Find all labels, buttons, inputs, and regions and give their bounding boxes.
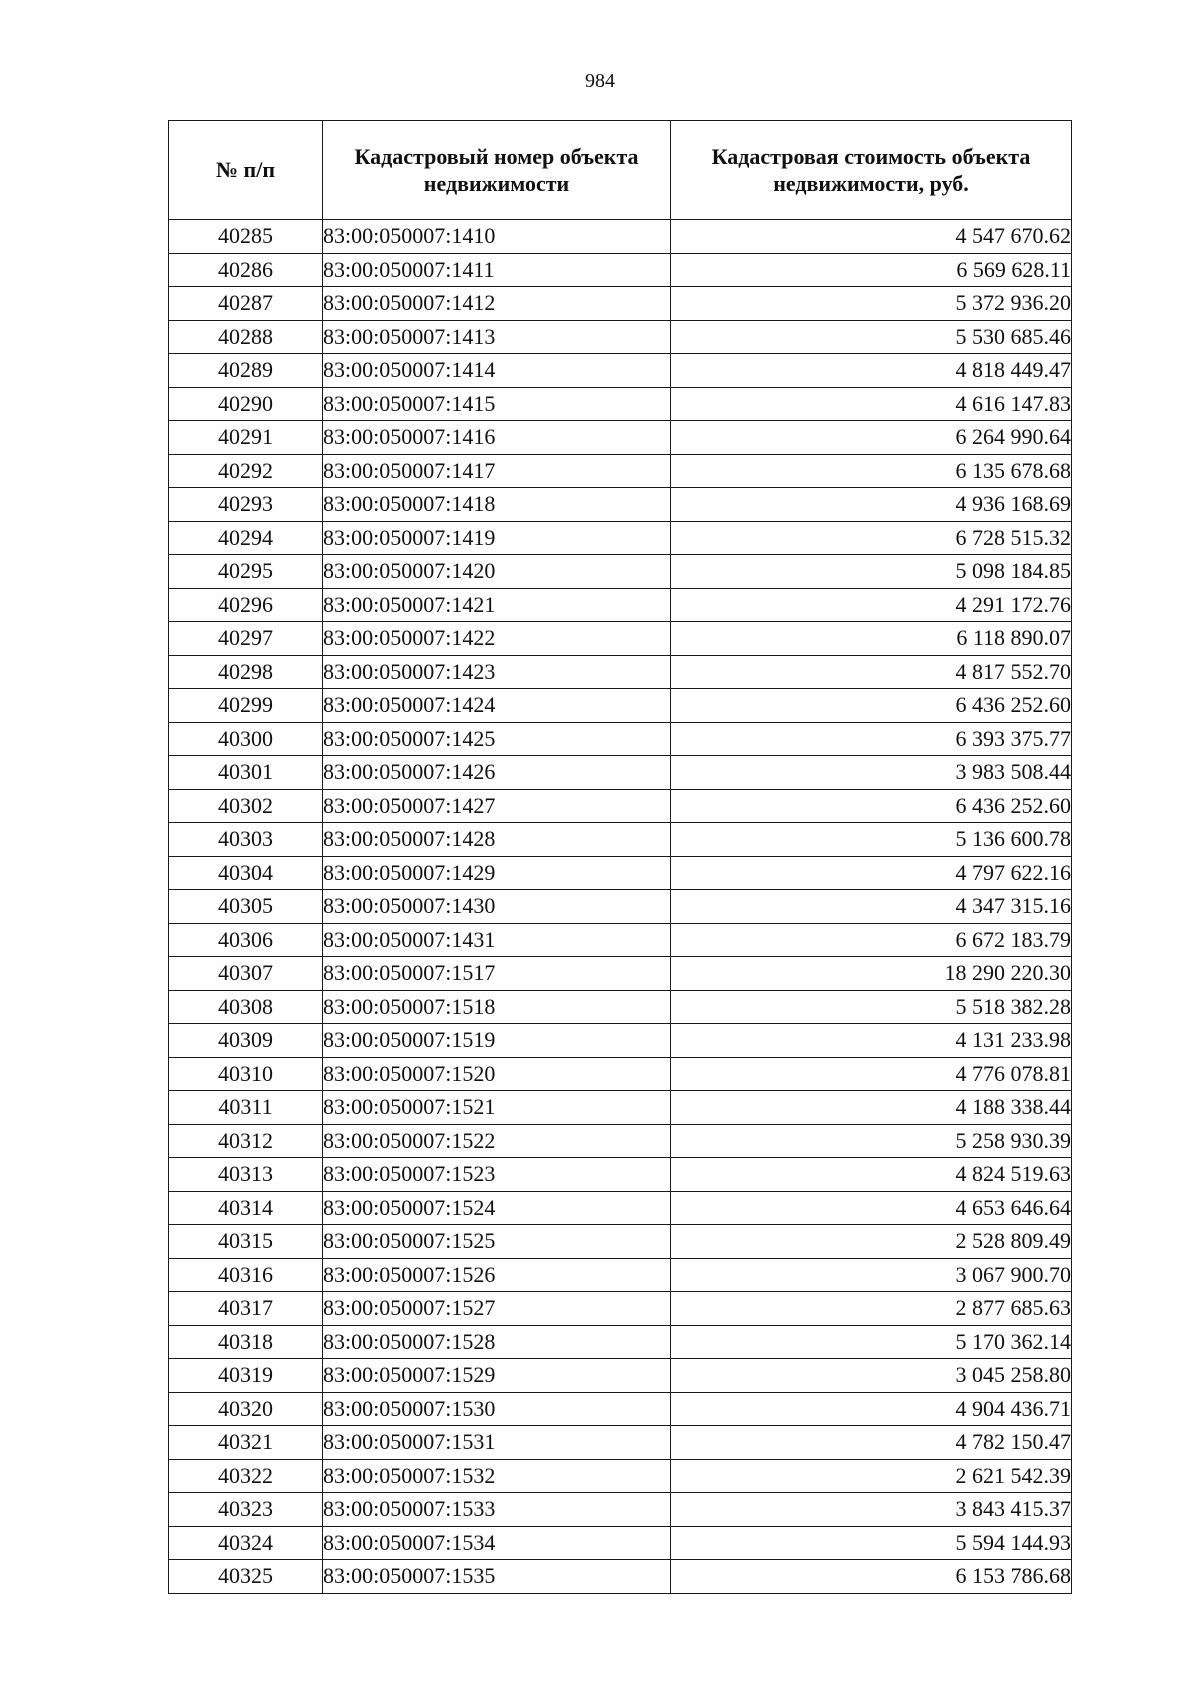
row-number-cell: 40310 <box>169 1057 323 1091</box>
table-row <box>169 1359 1072 1393</box>
cadastral-value-cell: 4 188 338.44 <box>671 1091 1072 1125</box>
row-number-cell: 40307 <box>169 957 323 991</box>
cadastral-value-cell: 4 904 436.71 <box>671 1392 1072 1426</box>
header-row-number: № п/п <box>169 121 323 220</box>
table-row <box>169 320 1072 354</box>
cadastral-number-cell: 83:00:050007:1420 <box>323 555 671 589</box>
row-number-cell: 40290 <box>169 387 323 421</box>
row-number-cell: 40324 <box>169 1526 323 1560</box>
row-number-cell: 40322 <box>169 1459 323 1493</box>
cadastral-number-cell: 83:00:050007:1517 <box>323 957 671 991</box>
table-row <box>169 622 1072 656</box>
row-number-cell: 40308 <box>169 990 323 1024</box>
cadastral-number-cell: 83:00:050007:1411 <box>323 253 671 287</box>
cadastral-number-cell: 83:00:050007:1520 <box>323 1057 671 1091</box>
header-cadastral-number: Кадастровый номер объекта недвижимости <box>323 121 671 220</box>
row-number-cell: 40316 <box>169 1258 323 1292</box>
table-row <box>169 488 1072 522</box>
table-row <box>169 1091 1072 1125</box>
cadastral-value-cell: 4 782 150.47 <box>671 1426 1072 1460</box>
cadastral-number-cell: 83:00:050007:1419 <box>323 521 671 555</box>
table-row <box>169 1258 1072 1292</box>
row-number-cell: 40318 <box>169 1325 323 1359</box>
cadastral-value-cell: 6 153 786.68 <box>671 1560 1072 1594</box>
cadastral-value-cell: 6 569 628.11 <box>671 253 1072 287</box>
cadastral-value-cell: 4 547 670.62 <box>671 220 1072 254</box>
table-row <box>169 689 1072 723</box>
cadastral-value-cell: 4 653 646.64 <box>671 1191 1072 1225</box>
table-row <box>169 1459 1072 1493</box>
table-row <box>169 521 1072 555</box>
cadastral-value-cell: 5 170 362.14 <box>671 1325 1072 1359</box>
row-number-cell: 40304 <box>169 856 323 890</box>
table-row <box>169 1124 1072 1158</box>
table-row <box>169 655 1072 689</box>
header-cadastral-value: Кадастровая стоимость объекта недвижимости, руб. <box>671 121 1072 220</box>
cadastral-number-cell: 83:00:050007:1534 <box>323 1526 671 1560</box>
row-number-cell: 40311 <box>169 1091 323 1125</box>
table-row <box>169 555 1072 589</box>
cadastral-number-cell: 83:00:050007:1430 <box>323 890 671 924</box>
row-number-cell: 40297 <box>169 622 323 656</box>
table-row <box>169 421 1072 455</box>
cadastral-value-table <box>168 120 1072 1594</box>
cadastral-number-cell: 83:00:050007:1533 <box>323 1493 671 1527</box>
row-number-cell: 40315 <box>169 1225 323 1259</box>
cadastral-value-cell: 3 045 258.80 <box>671 1359 1072 1393</box>
cadastral-value-cell: 4 616 147.83 <box>671 387 1072 421</box>
row-number-cell: 40295 <box>169 555 323 589</box>
cadastral-value-cell: 4 776 078.81 <box>671 1057 1072 1091</box>
cadastral-value-cell: 5 530 685.46 <box>671 320 1072 354</box>
table-row <box>169 923 1072 957</box>
header-row <box>169 121 1072 220</box>
table-row <box>169 1024 1072 1058</box>
row-number-cell: 40299 <box>169 689 323 723</box>
table-row <box>169 1392 1072 1426</box>
table-row <box>169 1560 1072 1594</box>
cadastral-number-cell: 83:00:050007:1518 <box>323 990 671 1024</box>
cadastral-value-cell: 3 843 415.37 <box>671 1493 1072 1527</box>
cadastral-value-cell: 4 291 172.76 <box>671 588 1072 622</box>
cadastral-value-cell: 3 983 508.44 <box>671 756 1072 790</box>
cadastral-value-cell: 6 393 375.77 <box>671 722 1072 756</box>
table-row <box>169 220 1072 254</box>
cadastral-number-cell: 83:00:050007:1521 <box>323 1091 671 1125</box>
cadastral-value-cell: 4 818 449.47 <box>671 354 1072 388</box>
row-number-cell: 40294 <box>169 521 323 555</box>
table-row <box>169 287 1072 321</box>
cadastral-value-cell: 6 264 990.64 <box>671 421 1072 455</box>
cadastral-number-cell: 83:00:050007:1530 <box>323 1392 671 1426</box>
cadastral-number-cell: 83:00:050007:1535 <box>323 1560 671 1594</box>
cadastral-number-cell: 83:00:050007:1519 <box>323 1024 671 1058</box>
cadastral-number-cell: 83:00:050007:1428 <box>323 823 671 857</box>
table-row <box>169 387 1072 421</box>
cadastral-number-cell: 83:00:050007:1424 <box>323 689 671 723</box>
cadastral-value-cell: 6 436 252.60 <box>671 689 1072 723</box>
row-number-cell: 40317 <box>169 1292 323 1326</box>
cadastral-value-cell: 4 936 168.69 <box>671 488 1072 522</box>
row-number-cell: 40325 <box>169 1560 323 1594</box>
cadastral-value-cell: 6 728 515.32 <box>671 521 1072 555</box>
row-number-cell: 40306 <box>169 923 323 957</box>
row-number-cell: 40298 <box>169 655 323 689</box>
cadastral-number-cell: 83:00:050007:1524 <box>323 1191 671 1225</box>
table-row <box>169 890 1072 924</box>
cadastral-number-cell: 83:00:050007:1429 <box>323 856 671 890</box>
table-row <box>169 789 1072 823</box>
cadastral-value-cell: 18 290 220.30 <box>671 957 1072 991</box>
table-row <box>169 1158 1072 1192</box>
row-number-cell: 40313 <box>169 1158 323 1192</box>
cadastral-number-cell: 83:00:050007:1526 <box>323 1258 671 1292</box>
table-row <box>169 1526 1072 1560</box>
row-number-cell: 40292 <box>169 454 323 488</box>
row-number-cell: 40303 <box>169 823 323 857</box>
cadastral-number-cell: 83:00:050007:1529 <box>323 1359 671 1393</box>
cadastral-number-cell: 83:00:050007:1421 <box>323 588 671 622</box>
cadastral-number-cell: 83:00:050007:1410 <box>323 220 671 254</box>
cadastral-value-cell: 5 594 144.93 <box>671 1526 1072 1560</box>
cadastral-value-cell: 5 372 936.20 <box>671 287 1072 321</box>
table-row <box>169 1493 1072 1527</box>
row-number-cell: 40293 <box>169 488 323 522</box>
table-row <box>169 1292 1072 1326</box>
cadastral-number-cell: 83:00:050007:1412 <box>323 287 671 321</box>
cadastral-number-cell: 83:00:050007:1423 <box>323 655 671 689</box>
cadastral-value-cell: 5 518 382.28 <box>671 990 1072 1024</box>
cadastral-value-cell: 2 528 809.49 <box>671 1225 1072 1259</box>
row-number-cell: 40321 <box>169 1426 323 1460</box>
table-row <box>169 588 1072 622</box>
row-number-cell: 40314 <box>169 1191 323 1225</box>
cadastral-number-cell: 83:00:050007:1418 <box>323 488 671 522</box>
cadastral-value-cell: 4 824 519.63 <box>671 1158 1072 1192</box>
row-number-cell: 40323 <box>169 1493 323 1527</box>
table-row <box>169 454 1072 488</box>
row-number-cell: 40289 <box>169 354 323 388</box>
cadastral-value-cell: 6 135 678.68 <box>671 454 1072 488</box>
table-row <box>169 823 1072 857</box>
cadastral-number-cell: 83:00:050007:1422 <box>323 622 671 656</box>
cadastral-number-cell: 83:00:050007:1522 <box>323 1124 671 1158</box>
cadastral-value-cell: 5 098 184.85 <box>671 555 1072 589</box>
page-number: 984 <box>585 70 615 92</box>
cadastral-number-cell: 83:00:050007:1426 <box>323 756 671 790</box>
table-row <box>169 722 1072 756</box>
cadastral-value-cell: 2 621 542.39 <box>671 1459 1072 1493</box>
row-number-cell: 40286 <box>169 253 323 287</box>
cadastral-number-cell: 83:00:050007:1532 <box>323 1459 671 1493</box>
cadastral-value-cell: 5 258 930.39 <box>671 1124 1072 1158</box>
row-number-cell: 40305 <box>169 890 323 924</box>
cadastral-value-cell: 4 817 552.70 <box>671 655 1072 689</box>
table-row <box>169 856 1072 890</box>
cadastral-number-cell: 83:00:050007:1525 <box>323 1225 671 1259</box>
cadastral-number-cell: 83:00:050007:1427 <box>323 789 671 823</box>
row-number-cell: 40301 <box>169 756 323 790</box>
table-row <box>169 990 1072 1024</box>
table-row <box>169 1225 1072 1259</box>
table-row <box>169 1191 1072 1225</box>
cadastral-value-cell: 6 672 183.79 <box>671 923 1072 957</box>
row-number-cell: 40320 <box>169 1392 323 1426</box>
row-number-cell: 40296 <box>169 588 323 622</box>
table-row <box>169 1325 1072 1359</box>
cadastral-value-cell: 2 877 685.63 <box>671 1292 1072 1326</box>
cadastral-number-cell: 83:00:050007:1413 <box>323 320 671 354</box>
cadastral-number-cell: 83:00:050007:1425 <box>323 722 671 756</box>
cadastral-value-cell: 4 131 233.98 <box>671 1024 1072 1058</box>
cadastral-number-cell: 83:00:050007:1531 <box>323 1426 671 1460</box>
table-row <box>169 756 1072 790</box>
cadastral-number-cell: 83:00:050007:1527 <box>323 1292 671 1326</box>
row-number-cell: 40319 <box>169 1359 323 1393</box>
row-number-cell: 40291 <box>169 421 323 455</box>
cadastral-number-cell: 83:00:050007:1414 <box>323 354 671 388</box>
row-number-cell: 40312 <box>169 1124 323 1158</box>
cadastral-number-cell: 83:00:050007:1523 <box>323 1158 671 1192</box>
table-row <box>169 253 1072 287</box>
row-number-cell: 40285 <box>169 220 323 254</box>
table-header <box>169 121 1072 220</box>
row-number-cell: 40302 <box>169 789 323 823</box>
cadastral-number-cell: 83:00:050007:1417 <box>323 454 671 488</box>
cadastral-number-cell: 83:00:050007:1416 <box>323 421 671 455</box>
table-row <box>169 354 1072 388</box>
cadastral-value-cell: 4 347 315.16 <box>671 890 1072 924</box>
cadastral-value-cell: 6 118 890.07 <box>671 622 1072 656</box>
cadastral-value-cell: 4 797 622.16 <box>671 856 1072 890</box>
row-number-cell: 40309 <box>169 1024 323 1058</box>
cadastral-value-cell: 6 436 252.60 <box>671 789 1072 823</box>
table-row <box>169 1426 1072 1460</box>
table-row <box>169 957 1072 991</box>
row-number-cell: 40300 <box>169 722 323 756</box>
table-row <box>169 1057 1072 1091</box>
cadastral-number-cell: 83:00:050007:1431 <box>323 923 671 957</box>
table-body <box>169 220 1072 1594</box>
cadastral-number-cell: 83:00:050007:1415 <box>323 387 671 421</box>
cadastral-value-cell: 5 136 600.78 <box>671 823 1072 857</box>
cadastral-value-cell: 3 067 900.70 <box>671 1258 1072 1292</box>
row-number-cell: 40288 <box>169 320 323 354</box>
row-number-cell: 40287 <box>169 287 323 321</box>
cadastral-number-cell: 83:00:050007:1528 <box>323 1325 671 1359</box>
